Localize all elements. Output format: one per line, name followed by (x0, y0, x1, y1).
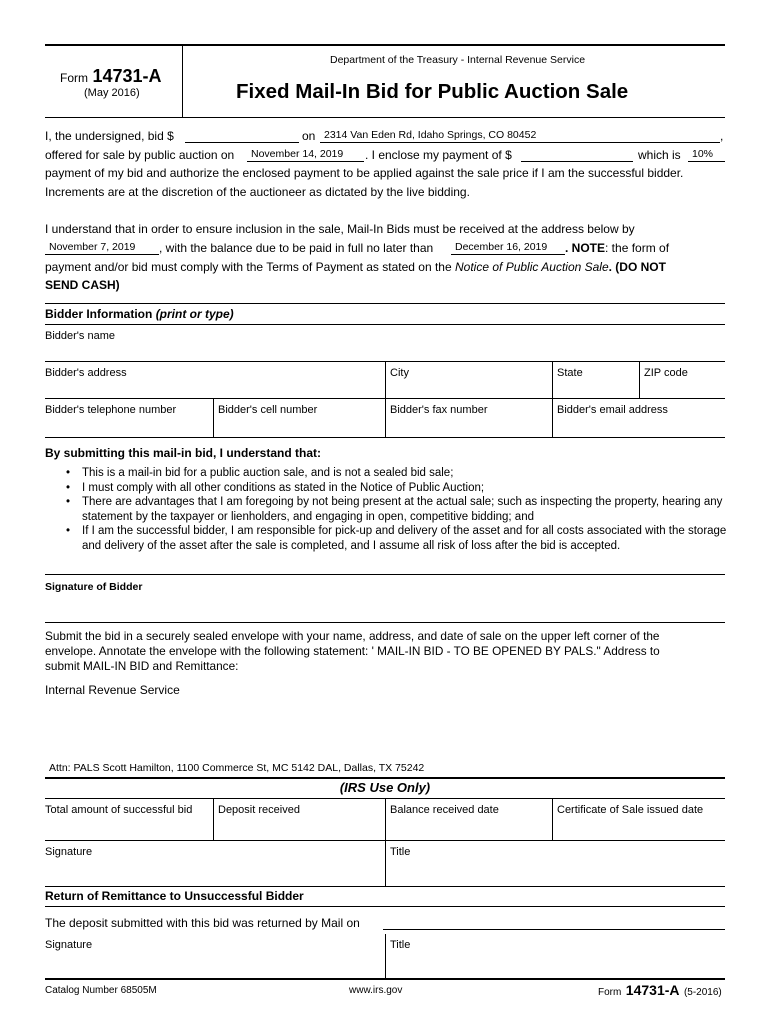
intro-text: offered for sale by public auction on (45, 148, 235, 162)
auction-date-field[interactable]: November 14, 2019 (247, 148, 364, 162)
col-divider (552, 361, 553, 437)
intro-text: payment of my bid and authorize the enclosed payment to be applied against the sale price if I am the successful bidder. (45, 166, 684, 180)
page-title: Fixed Mail-In Bid for Public Auction Sale (236, 80, 629, 103)
bidder-heading-a: Bidder Information (45, 307, 153, 321)
intro-text: , with the balance due to be paid in full no later than (159, 241, 434, 255)
balance-date-label: Balance received date (390, 804, 499, 816)
intro-text: which is (638, 148, 681, 162)
intro-text: , (720, 129, 724, 143)
payment-amount-field[interactable] (521, 148, 633, 162)
returned-by-mail-text: The deposit submitted with this bid was returned by Mail on (45, 916, 360, 930)
col-divider (385, 361, 386, 437)
intro-text: . I enclose my payment of $ (365, 148, 512, 162)
rule (45, 437, 725, 438)
col-divider (385, 798, 386, 886)
col-divider (552, 798, 553, 840)
understand-item: • If I am the successful bidder, I am responsible for pick-up and delivery of the asset and for all costs associated with the storage and delivery of the asset after the sale is completed, and I assume all risk of loss after the bid is accepted. (45, 524, 730, 553)
zip-label: ZIP code (644, 367, 688, 379)
deposit-label: Deposit received (218, 804, 300, 816)
col-divider (213, 398, 214, 437)
col-divider (385, 934, 386, 978)
rule (45, 840, 725, 841)
footer-form-word: Form (598, 987, 622, 998)
understand-list (45, 466, 730, 553)
remittance-signature-label: Signature (45, 939, 93, 951)
col-divider (639, 361, 640, 398)
department-line: Department of the Treasury - Internal Revenue Service (330, 54, 586, 66)
remittance-heading: Return of Remittance to Unsuccessful Bidder (45, 889, 304, 903)
submit-text: submit MAIL-IN BID and Remittance: (45, 659, 239, 673)
footer-form-id (598, 982, 722, 1000)
header-divider (182, 44, 183, 117)
rule (45, 398, 725, 399)
irs-top-rule (45, 777, 725, 779)
notice-title: Notice of Public Auction Sale (455, 260, 609, 274)
intro-text: Increments are at the discretion of the auctioneer as dictated by the live bidding. (45, 185, 470, 199)
irs-use-heading: (IRS Use Only) (339, 780, 431, 795)
submit-text: Submit the bid in a securely sealed envelope with your name, address, and date of sale on the upper left corner of the (45, 629, 660, 643)
bidder-top-rule (45, 303, 725, 304)
agency-name: Internal Revenue Service (45, 683, 180, 697)
property-address-field[interactable]: 2314 Van Eden Rd, Idaho Springs, CO 80452 (320, 129, 720, 143)
returned-date-field[interactable] (383, 916, 725, 930)
telephone-label: Bidder's telephone number (45, 404, 177, 416)
rule (45, 906, 725, 907)
rule (45, 324, 725, 325)
header-bottom-rule (45, 117, 725, 118)
catalog-number: Catalog Number 68505M (45, 985, 157, 996)
signature-of-bidder-label: Signature of Bidder (45, 581, 143, 593)
total-bid-label: Total amount of successful bid (45, 804, 193, 816)
city-label: City (390, 367, 409, 379)
email-label: Bidder's email address (557, 404, 668, 416)
rule (45, 574, 725, 575)
note-text (565, 241, 669, 255)
top-rule (45, 44, 725, 46)
note-text-rest: : the form of (605, 241, 670, 255)
attn-address: Attn: PALS Scott Hamilton, 1100 Commerce St, MC 5142 DAL, Dallas, TX 75242 (49, 762, 425, 774)
understand-item: • This is a mail-in bid for a public auction sale, and is not a sealed bid sale; (45, 466, 730, 481)
remittance-title-label: Title (390, 939, 411, 951)
do-not-send-cash-cont: SEND CASH) (45, 278, 120, 292)
form-number: 14731-A (92, 66, 162, 86)
fax-label: Bidder's fax number (390, 404, 488, 416)
footer-form-number: 14731-A (625, 982, 680, 998)
rule (45, 622, 725, 623)
intro-text: on (302, 129, 316, 143)
form-revision: (May 2016) (84, 87, 140, 99)
understand-heading: By submitting this mail-in bid, I understand that: (45, 446, 321, 460)
intro-text: I understand that in order to ensure inclusion in the sale, Mail-In Bids must be received at the address below by (45, 222, 635, 236)
terms-text-a: payment and/or bid must comply with the Terms of Payment as stated on the (45, 260, 452, 274)
intro-text: I, the undersigned, bid $ (45, 129, 174, 143)
footer-rule (45, 978, 725, 980)
submit-text: envelope. Annotate the envelope with the following statement: ' MAIL-IN BID - TO BE OPENED BY PALS." Address to (45, 644, 660, 658)
terms-text (45, 260, 666, 274)
receipt-date-field[interactable]: November 7, 2019 (45, 241, 159, 255)
bidder-signature-input[interactable] (45, 596, 725, 620)
irs-title-label: Title (390, 846, 411, 858)
footer-revision: (5-2016) (683, 987, 722, 998)
rule (45, 886, 725, 887)
irs-website[interactable]: www.irs.gov (349, 985, 403, 996)
form-word: Form (60, 71, 88, 85)
state-label: State (557, 367, 583, 379)
form-number-block (60, 66, 162, 87)
bidder-heading (45, 307, 234, 321)
certificate-date-label: Certificate of Sale issued date (557, 804, 704, 816)
bidder-address-label: Bidder's address (45, 367, 127, 379)
do-not-send-cash: . (DO NOT (608, 260, 666, 274)
irs-signature-label: Signature (45, 846, 93, 858)
understand-item: • I must comply with all other conditions as stated in the Notice of Public Auction; (45, 481, 730, 496)
note-label: . NOTE (565, 241, 606, 255)
col-divider (213, 798, 214, 840)
balance-date-field[interactable]: December 16, 2019 (451, 241, 565, 255)
bid-amount-field[interactable] (185, 129, 299, 143)
percent-field[interactable]: 10% (688, 148, 725, 162)
understand-item: • There are advantages that I am foregoing by not being present at the actual sale; such as inspecting the property, hearing any statement by the taxpayer or lienholders, and engaging in open, competitive bidding; and (45, 495, 730, 524)
bidder-name-label: Bidder's name (45, 330, 115, 342)
cell-label: Bidder's cell number (218, 404, 318, 416)
bidder-name-input[interactable] (45, 343, 725, 361)
bidder-heading-b: (print or type) (155, 307, 234, 321)
